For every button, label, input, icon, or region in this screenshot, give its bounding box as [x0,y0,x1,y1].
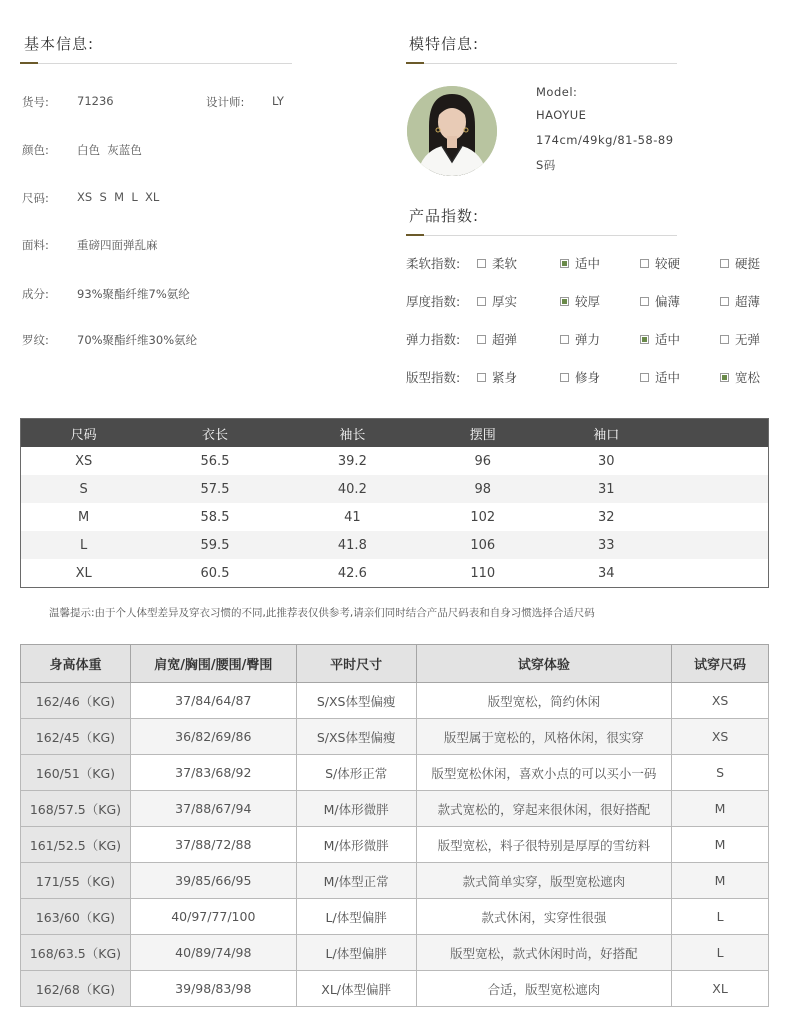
size-table-header-cell: 袖长 [284,419,421,448]
basic-info-label: 成分: [22,287,49,301]
model-info-line: HAOYUE [536,108,587,122]
size-table-cell: 33 [545,531,669,559]
index-option [560,254,600,272]
size-table-cell: 41.8 [284,531,421,559]
tryon-table-cell: S/体形正常 [296,755,416,791]
tryon-table-cell: 36/82/69/86 [130,719,296,755]
size-table-header-cell: 尺码 [21,419,147,448]
basic-info-value: 白色 灰蓝色 [77,143,142,157]
checkbox-icon [477,259,486,268]
index-option [720,368,760,386]
index-option [477,368,517,386]
index-option-label: 厚实 [492,294,518,309]
tryon-table-cell: M/体形微胖 [296,827,416,863]
model-info-line: Model: [536,85,578,99]
tryon-table-cell: L/体型偏胖 [296,935,416,971]
size-tip: 温馨提示:由于个人体型差异及穿衣习惯的不同,此推荐表仅供参考,请亲们同时结合产品尺码表和自身习惯选择合适尺码 [49,607,595,619]
index-option [640,330,680,348]
tryon-table-row [21,791,769,827]
tryon-table-cell: 40/89/74/98 [130,935,296,971]
tryon-table-cell: 版型宽松，款式休闲时尚，好搭配 [416,935,672,971]
checkbox-icon [640,335,649,344]
checkbox-icon [560,297,569,306]
size-table-cell: 34 [597,565,615,581]
index-option [640,368,680,386]
checkbox-icon [720,335,729,344]
index-row-label: 柔软指数: [406,256,461,271]
tryon-table-header [21,645,769,683]
checkbox-icon [560,335,569,344]
tryon-table-row [21,755,769,791]
index-option-label: 修身 [575,370,601,385]
size-table-header-cell: 衣长 [146,419,283,448]
basic-info-label: 尺码: [22,191,49,205]
tryon-table-cell: 款式宽松的，穿起来很休闲，很好搭配 [416,791,672,827]
model-portrait-icon [407,86,497,176]
index-option [640,292,680,310]
size-table-spacer [668,475,769,503]
index-option [560,292,600,310]
size-table-cell: XL [75,565,92,581]
tryon-table-row [21,935,769,971]
tryon-table-cell: XL [672,971,769,1007]
size-table-cell: 60.5 [200,565,230,581]
checkbox-icon [720,297,729,306]
tryon-table-header-cell: 平时尺寸 [296,645,416,683]
checkbox-icon [720,373,729,382]
index-row-label: 版型指数: [406,370,461,385]
product-index-title: 产品指数: [409,207,480,225]
size-table-cell: 98 [421,475,544,503]
index-option [560,368,600,386]
basic-info-accent [20,62,38,64]
index-option-label: 超薄 [735,294,761,309]
checkbox-icon [477,335,486,344]
tryon-table-row [21,971,769,1007]
index-option-label: 宽松 [735,370,761,385]
product-index-accent [406,234,424,236]
tryon-table-cell: XS [672,683,769,719]
index-option [477,254,517,272]
index-option-label: 适中 [655,332,681,347]
size-table-spacer [668,531,769,559]
tryon-table-cell: S/XS体型偏瘦 [296,719,416,755]
tryon-table-header-cell: 肩宽/胸围/腰围/臀围 [130,645,296,683]
tryon-table-cell: 162/45（KG) [21,719,131,755]
basic-info-title: 基本信息: [24,35,95,53]
size-table-row [21,503,769,531]
size-table-cell: S [21,475,147,503]
model-info-accent [406,62,424,64]
index-option-label: 超弹 [492,332,518,347]
tryon-table-cell: 168/57.5（KG) [21,791,131,827]
size-table-cell: 31 [545,475,669,503]
model-info-line: S码 [536,158,556,172]
tryon-table-cell: M [672,827,769,863]
size-table-cell: 32 [597,509,615,525]
tryon-table-row [21,863,769,899]
tryon-table-cell: 40/97/77/100 [130,899,296,935]
index-row-label: 弹力指数: [406,332,461,347]
checkbox-icon [640,297,649,306]
checkbox-icon [720,259,729,268]
tryon-table-header-cell: 身高体重 [21,645,131,683]
index-option-label: 适中 [575,256,601,271]
size-table-cell: 56.5 [200,453,230,469]
size-table-cell: 96 [474,453,492,469]
product-index-rule [406,235,677,236]
basic-info-value: 重磅四面弹乱麻 [77,238,158,252]
tryon-table-cell: 162/46（KG) [21,683,131,719]
tryon-table-cell: 版型属于宽松的，风格休闲，很实穿 [416,719,672,755]
index-option-label: 适中 [655,370,681,385]
index-row-label: 厚度指数: [406,294,461,309]
checkbox-icon [640,259,649,268]
size-table-row [21,531,769,559]
designer-label: 设计师: [206,95,245,109]
size-table-cell: 106 [421,531,544,559]
size-table-cell: 110 [470,565,496,581]
index-option [477,292,517,310]
index-option [560,330,600,348]
tryon-table-cell: M [672,791,769,827]
tryon-table-cell: L/体型偏胖 [296,899,416,935]
tryon-table-cell: M/体型正常 [296,863,416,899]
checkbox-icon [560,259,569,268]
size-table-header-cell: 袖口 [545,419,669,448]
index-option-label: 柔软 [492,256,518,271]
size-table-spacer [668,559,769,588]
tryon-table-cell: 版型宽松，简约休闲 [416,683,672,719]
size-table-cell: L [21,531,147,559]
tryon-table-cell: 合适，版型宽松遮肉 [416,971,672,1007]
index-option-label: 偏薄 [655,294,681,309]
tryon-table-row [21,719,769,755]
model-info-line: 174cm/49kg/81-58-89 [536,133,674,147]
tryon-table-cell: S [672,755,769,791]
tryon-table-cell: 37/88/72/88 [130,827,296,863]
basic-info-value: 71236 [77,94,114,108]
checkbox-icon [477,297,486,306]
tryon-table-cell: 160/51（KG) [21,755,131,791]
tryon-table-cell: 37/84/64/87 [130,683,296,719]
size-table-cell: 102 [470,509,496,525]
index-option [720,254,760,272]
index-option-label: 硬挺 [735,256,761,271]
size-table-spacer [668,503,769,531]
tryon-table-header-cell: 试穿体验 [416,645,672,683]
tryon-table [20,644,769,1007]
tryon-table-cell: 款式简单实穿，版型宽松遮肉 [416,863,672,899]
tryon-table-header-cell: 试穿尺码 [672,645,769,683]
size-table-cell: 59.5 [146,531,283,559]
tryon-table-row [21,899,769,935]
model-avatar [407,86,497,176]
checkbox-icon [640,373,649,382]
tryon-table-cell: 版型宽松，料子很特别是厚厚的雪纺料 [416,827,672,863]
tryon-table-cell: 162/68（KG) [21,971,131,1007]
basic-info-label: 货号: [22,95,49,109]
size-table-header-spacer [668,419,769,448]
model-info-rule [406,63,677,64]
checkbox-icon [560,373,569,382]
index-option-label: 紧身 [492,370,518,385]
tryon-table-cell: 171/55（KG) [21,863,131,899]
size-table-cell: 57.5 [146,475,283,503]
tryon-table-cell: XL/体型偏胖 [296,971,416,1007]
basic-info-rule [20,63,292,64]
index-option [640,254,680,272]
index-option [720,292,760,310]
index-option-label: 无弹 [735,332,761,347]
size-table-spacer [668,447,769,475]
basic-info-value: XS S M L XL [77,190,160,204]
size-table-cell: XS [75,453,93,469]
tryon-table-cell: 款式休闲，实穿性很强 [416,899,672,935]
size-table-cell: 40.2 [284,475,421,503]
tryon-table-cell: 37/83/68/92 [130,755,296,791]
tryon-table-cell: M [672,863,769,899]
size-table-cell: 41 [344,509,361,525]
size-table-row [21,559,769,588]
basic-info-value: 70%聚酯纤维30%氨纶 [77,333,198,347]
tryon-table-row [21,683,769,719]
model-info-title: 模特信息: [409,35,480,53]
size-table [20,418,769,588]
tryon-table-row [21,827,769,863]
tryon-table-cell: 163/60（KG) [21,899,131,935]
tryon-table-cell: 161/52.5（KG) [21,827,131,863]
tryon-table-cell: M/体形微胖 [296,791,416,827]
tryon-table-cell: 168/63.5（KG) [21,935,131,971]
tryon-table-cell: XS [672,719,769,755]
size-table-row [21,475,769,503]
basic-info-label: 罗纹: [22,333,49,347]
designer-value: LY [272,94,284,108]
index-option [720,330,760,348]
checkbox-icon [477,373,486,382]
size-table-cell: 39.2 [337,453,367,469]
tryon-table-cell: L [672,935,769,971]
size-table-cell: 30 [597,453,615,469]
basic-info-label: 颜色: [22,143,49,157]
index-option-label: 较硬 [655,256,681,271]
tryon-table-cell: 37/88/67/94 [130,791,296,827]
size-table-cell: M [78,509,90,525]
basic-info-value: 93%聚酯纤维7%氨纶 [77,287,190,301]
index-option [477,330,517,348]
tryon-table-cell: S/XS体型偏瘦 [296,683,416,719]
tryon-table-cell: 39/85/66/95 [130,863,296,899]
tryon-table-cell: 版型宽松休闲，喜欢小点的可以买小一码 [416,755,672,791]
size-table-cell: 42.6 [337,565,367,581]
size-table-header [21,419,769,448]
index-option-label: 弹力 [575,332,601,347]
tryon-table-cell: L [672,899,769,935]
size-table-row [21,447,769,475]
size-table-cell: 58.5 [200,509,230,525]
basic-info-label: 面料: [22,238,49,252]
tryon-table-cell: 39/98/83/98 [130,971,296,1007]
index-option-label: 较厚 [575,294,601,309]
size-table-header-cell: 摆围 [421,419,544,448]
